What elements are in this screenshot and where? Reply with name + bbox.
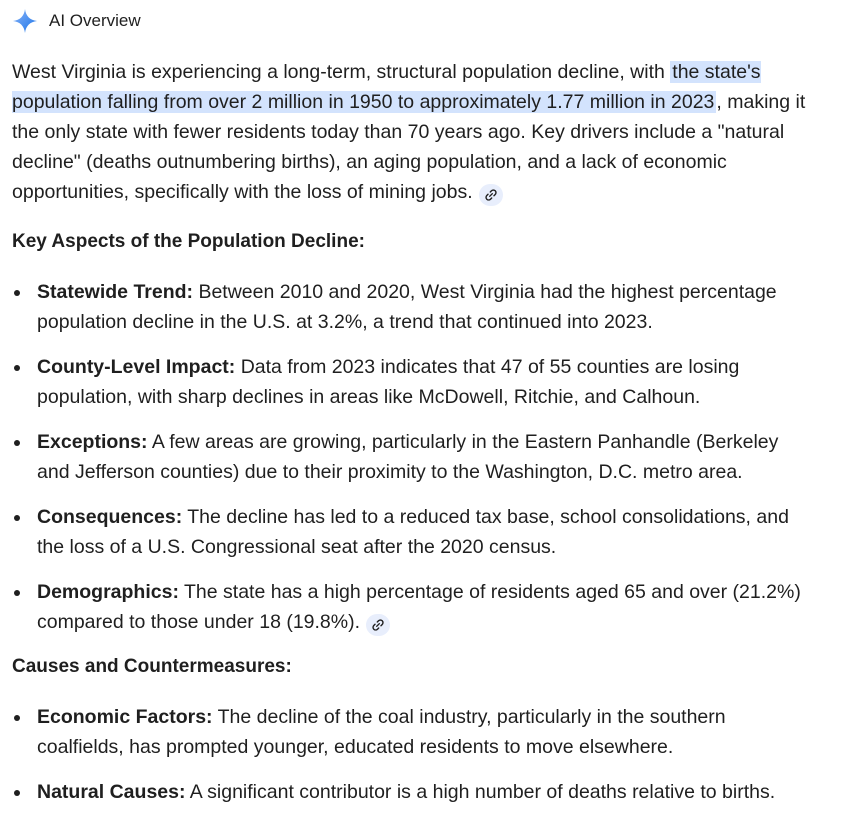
list-item-text: Data from 2023 indicates that 47 of 55 counties are losing population, with sharp declines in areas like McDowell, Ritchie, and Calhoun. <box>37 356 740 408</box>
list-item-text: A significant contributor is a high number of deaths relative to births. <box>185 781 776 803</box>
list-item-label: Consequences: <box>37 506 183 528</box>
list-item <box>12 777 812 807</box>
list-item-label: Economic Factors: <box>37 706 213 728</box>
list-item <box>12 427 812 487</box>
intro-paragraph <box>12 57 812 207</box>
list-item-text: The decline of the coal industry, particularly in the southern coalfields, has prompted younger, educated residents to move elsewhere. <box>37 706 726 758</box>
section-heading-key-aspects: Key Aspects of the Population Decline: <box>12 231 365 252</box>
link-icon <box>484 188 498 202</box>
list-item-text: Between 2010 and 2020, West Virginia had the highest percentage population decline in the U.S. at 3.2%, a trend that continued into 2023. <box>37 281 777 333</box>
overview-content <box>12 57 812 822</box>
intro-text-before: West Virginia is experiencing a long-term, structural population decline, with <box>12 61 671 83</box>
highlighted-text[interactable]: the state's population falling from over 2 million in 1950 to approximately 1.77 million in 2023 <box>12 61 761 113</box>
ai-overview-title: AI Overview <box>49 11 141 30</box>
list-item-label: County-Level Impact: <box>37 356 236 378</box>
list-item-text: The decline has led to a reduced tax base, school consolidations, and the loss of a U.S. Congressional seat after the 2020 census. <box>37 506 789 558</box>
key-aspects-list <box>12 277 812 637</box>
citation-link-button[interactable] <box>366 614 390 636</box>
ai-overview-header <box>12 8 141 34</box>
list-item-label: Exceptions: <box>37 431 148 453</box>
list-item <box>12 702 812 762</box>
list-item-text: A few areas are growing, particularly in the Eastern Panhandle (Berkeley and Jefferson counties) due to their proximity to the Washington, D.C. metro area. <box>37 431 779 483</box>
sparkle-icon <box>12 8 38 34</box>
list-item-text: The state has a high percentage of residents aged 65 and over (21.2%) compared to those under 18 (19.8%). <box>37 581 801 633</box>
intro-text-after: , making it the only state with fewer residents today than 70 years ago. Key drivers include a "natural decline" (deaths outnumbering births), an aging population, and a lack of economic opportunities, specifically with the loss of mining jobs. <box>12 91 806 203</box>
citation-link-button[interactable] <box>479 184 503 206</box>
section-heading-causes: Causes and Countermeasures: <box>12 656 292 677</box>
list-item <box>12 577 812 637</box>
list-item-label: Demographics: <box>37 581 179 603</box>
link-icon <box>371 618 385 632</box>
list-item <box>12 352 812 412</box>
list-item <box>12 277 812 337</box>
list-item-label: Statewide Trend: <box>37 281 194 303</box>
list-item-label: Natural Causes: <box>37 781 186 803</box>
causes-list <box>12 702 812 807</box>
list-item <box>12 502 812 562</box>
